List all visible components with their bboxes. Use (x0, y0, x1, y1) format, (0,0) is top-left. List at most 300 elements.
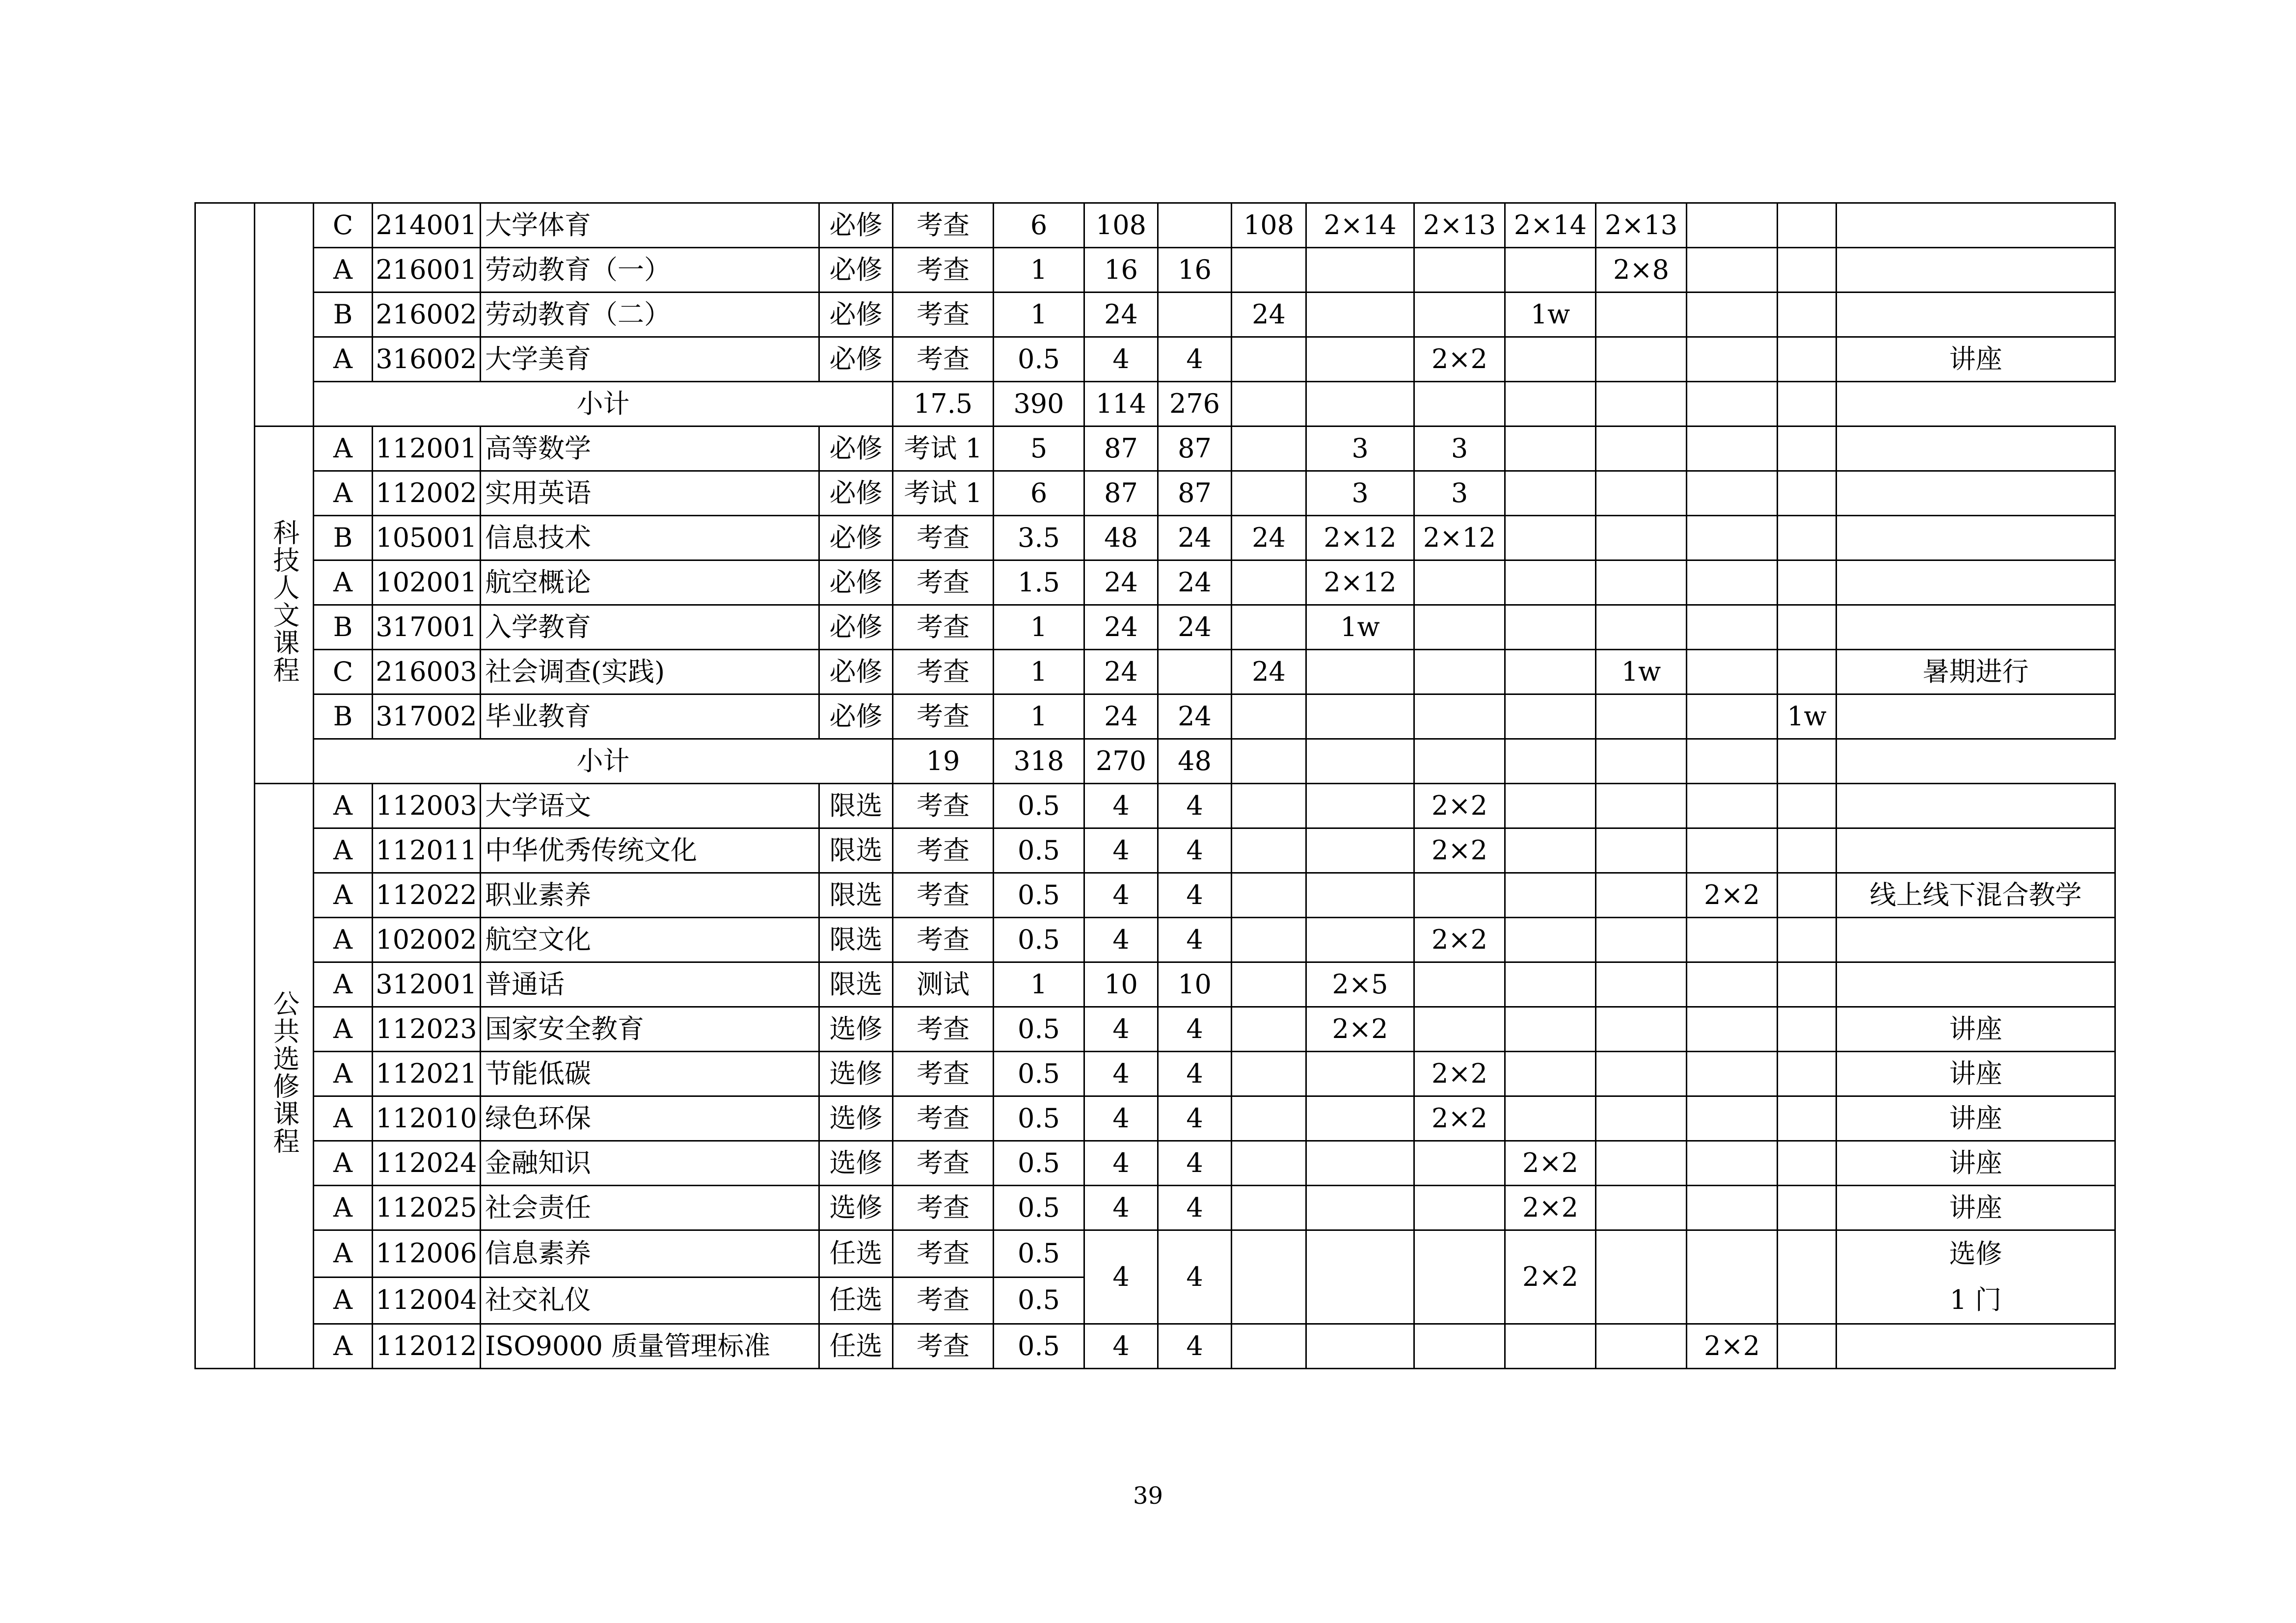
type-cell: B (314, 293, 373, 337)
subtotal-practice-cell: 276 (1158, 382, 1232, 426)
code-cell: 112002 (373, 471, 481, 516)
nature-cell: 限选 (819, 828, 893, 873)
course-name-cell: 金融知识 (481, 1141, 819, 1186)
total-hours-cell: 4 (1084, 873, 1158, 918)
semester-4-cell (1505, 739, 1596, 784)
semester-2-cell (1414, 962, 1505, 1007)
semester-4-cell: 2×13 (1596, 203, 1687, 248)
semester-3-cell (1505, 1007, 1596, 1052)
note-cell (1837, 605, 2115, 650)
course-name-cell: 职业素养 (481, 873, 819, 918)
code-cell: 316002 (373, 337, 481, 382)
semester-3-cell (1505, 248, 1596, 293)
semester-4-cell (1596, 337, 1687, 382)
semester-6-cell (1778, 784, 1837, 828)
assessment-cell: 考查 (893, 516, 994, 560)
nature-cell: 必修 (819, 605, 893, 650)
credit-cell: 1 (994, 605, 1084, 650)
semester-5-cell (1687, 962, 1778, 1007)
note-cell: 讲座 (1837, 1007, 2115, 1052)
course-name-cell: 航空文化 (481, 918, 819, 962)
semester-3-cell (1505, 694, 1596, 739)
nature-cell: 必修 (819, 337, 893, 382)
note-cell (1837, 918, 2115, 962)
semester-2-cell (1414, 1324, 1505, 1369)
note-cell: 讲座 (1837, 1141, 2115, 1186)
theory-hours-cell: 4 (1158, 784, 1232, 828)
semester-4-cell (1596, 1007, 1687, 1052)
semester-6-cell (1778, 293, 1837, 337)
nature-cell: 任选 (819, 1230, 893, 1277)
semester-4-cell (1505, 382, 1596, 426)
total-hours-cell: 4 (1084, 1052, 1158, 1096)
table-row (195, 471, 2115, 516)
total-hours-cell: 4 (1084, 918, 1158, 962)
nature-cell: 限选 (819, 918, 893, 962)
subtotal-total-cell: 318 (994, 739, 1084, 784)
semester-1-cell (1306, 293, 1414, 337)
theory-hours-cell: 4 (1158, 1141, 1232, 1186)
total-hours-cell: 87 (1084, 426, 1158, 471)
semester-1-cell (1306, 694, 1414, 739)
semester-1-cell (1306, 1230, 1414, 1324)
practice-hours-cell (1232, 1052, 1306, 1096)
theory-hours-cell (1158, 650, 1232, 694)
subtotal-credit-cell: 19 (893, 739, 994, 784)
semester-5-cell (1596, 382, 1687, 426)
semester-1-cell (1306, 650, 1414, 694)
semester-3-cell: 2×2 (1505, 1141, 1596, 1186)
theory-hours-cell: 4 (1158, 873, 1232, 918)
semester-1-cell (1306, 1324, 1414, 1369)
nature-cell: 选修 (819, 1186, 893, 1230)
semester-2-cell (1414, 694, 1505, 739)
assessment-cell: 考查 (893, 560, 994, 605)
total-hours-cell: 16 (1084, 248, 1158, 293)
semester-1-cell: 2×14 (1306, 203, 1414, 248)
semester-4-cell (1596, 1186, 1687, 1230)
subtotal-total-cell: 390 (994, 382, 1084, 426)
semester-5-cell (1687, 516, 1778, 560)
table-row (195, 426, 2115, 471)
group-label-sci-hum: 科技人文课程 (269, 519, 300, 684)
practice-hours-cell (1232, 1230, 1306, 1324)
semester-3-cell (1505, 784, 1596, 828)
semester-6-cell (1778, 471, 1837, 516)
semester-4-cell (1596, 694, 1687, 739)
semester-5-cell (1687, 828, 1778, 873)
practice-hours-cell: 24 (1232, 516, 1306, 560)
semester-5-cell (1687, 784, 1778, 828)
nature-cell: 必修 (819, 471, 893, 516)
table-row (195, 605, 2115, 650)
code-cell: 112025 (373, 1186, 481, 1230)
assessment-cell: 考查 (893, 248, 994, 293)
code-cell: 216003 (373, 650, 481, 694)
semester-6-cell (1778, 1007, 1837, 1052)
semester-2-cell: 2×2 (1414, 1052, 1505, 1096)
total-hours-cell: 108 (1084, 203, 1158, 248)
semester-5-cell (1687, 203, 1778, 248)
semester-2-cell: 3 (1414, 426, 1505, 471)
semester-3-cell (1414, 382, 1505, 426)
semester-6-cell (1778, 1230, 1837, 1324)
semester-4-cell: 2×8 (1596, 248, 1687, 293)
theory-hours-cell: 4 (1158, 1052, 1232, 1096)
note-cell (1778, 382, 1837, 426)
semester-5-cell (1687, 248, 1778, 293)
nature-cell: 必修 (819, 426, 893, 471)
practice-hours-cell (1232, 694, 1306, 739)
note-cell (1837, 1324, 2115, 1369)
practice-hours-cell: 24 (1232, 650, 1306, 694)
table-row (195, 1186, 2115, 1230)
practice-hours-cell (1232, 1007, 1306, 1052)
code-cell: 112006 (373, 1230, 481, 1277)
code-cell: 112024 (373, 1141, 481, 1186)
code-cell: 112001 (373, 426, 481, 471)
assessment-cell: 考查 (893, 1141, 994, 1186)
semester-4-cell: 1w (1596, 650, 1687, 694)
semester-5-cell (1687, 1141, 1778, 1186)
practice-hours-cell (1232, 605, 1306, 650)
semester-4-cell (1596, 962, 1687, 1007)
note-cell (1837, 293, 2115, 337)
subtotal-label-cell: 小计 (314, 739, 893, 784)
type-cell: A (314, 1141, 373, 1186)
table-row (195, 203, 2115, 248)
semester-6-cell (1778, 337, 1837, 382)
semester-4-cell (1596, 516, 1687, 560)
theory-hours-cell: 24 (1158, 560, 1232, 605)
credit-cell: 0.5 (994, 828, 1084, 873)
semester-1-cell (1306, 1096, 1414, 1141)
semester-2-cell: 2×2 (1414, 1096, 1505, 1141)
semester-5-cell (1687, 1186, 1778, 1230)
credit-cell: 0.5 (994, 1277, 1084, 1324)
course-name-cell: 劳动教育（二） (481, 293, 819, 337)
semester-5-cell (1687, 694, 1778, 739)
semester-2-cell (1414, 1186, 1505, 1230)
course-name-cell: 绿色环保 (481, 1096, 819, 1141)
assessment-cell: 考查 (893, 1052, 994, 1096)
note-cell: 讲座 (1837, 337, 2115, 382)
type-cell: A (314, 1230, 373, 1277)
nature-cell: 限选 (819, 962, 893, 1007)
table-row (195, 1141, 2115, 1186)
semester-5-cell (1687, 426, 1778, 471)
table-row (195, 1230, 2115, 1277)
semester-3-cell (1505, 962, 1596, 1007)
nature-cell: 必修 (819, 516, 893, 560)
code-cell: 214001 (373, 203, 481, 248)
course-name-cell: 社会调查(实践) (481, 650, 819, 694)
subtotal-theory-cell: 114 (1084, 382, 1158, 426)
assessment-cell: 考查 (893, 293, 994, 337)
theory-hours-cell (1158, 293, 1232, 337)
theory-hours-cell: 16 (1158, 248, 1232, 293)
semester-1-cell: 3 (1306, 471, 1414, 516)
total-hours-cell: 4 (1084, 828, 1158, 873)
assessment-cell: 考查 (893, 784, 994, 828)
course-name-cell: 实用英语 (481, 471, 819, 516)
credit-cell: 0.5 (994, 1186, 1084, 1230)
semester-3-cell (1505, 873, 1596, 918)
code-cell: 216002 (373, 293, 481, 337)
total-hours-cell: 4 (1084, 1186, 1158, 1230)
semester-3-cell (1505, 337, 1596, 382)
code-cell: 112021 (373, 1052, 481, 1096)
table-row (195, 1052, 2115, 1096)
nature-cell: 必修 (819, 293, 893, 337)
semester-4-cell (1596, 1141, 1687, 1186)
course-schedule-table (194, 202, 2116, 1369)
semester-6-cell (1778, 426, 1837, 471)
type-cell: A (314, 918, 373, 962)
total-hours-cell: 24 (1084, 293, 1158, 337)
semester-1-cell: 3 (1306, 426, 1414, 471)
theory-hours-cell: 4 (1158, 337, 1232, 382)
credit-cell: 0.5 (994, 784, 1084, 828)
subtotal-credit-cell: 17.5 (893, 382, 994, 426)
nature-cell: 选修 (819, 1007, 893, 1052)
practice-hours-cell (1232, 471, 1306, 516)
semester-6-cell (1778, 918, 1837, 962)
table-row (195, 560, 2115, 605)
course-name-cell: 信息素养 (481, 1230, 819, 1277)
semester-4-cell (1596, 784, 1687, 828)
credit-cell: 1 (994, 650, 1084, 694)
semester-4-cell (1596, 426, 1687, 471)
semester-1-cell (1306, 828, 1414, 873)
type-cell: A (314, 1052, 373, 1096)
note-cell (1837, 203, 2115, 248)
credit-cell: 0.5 (994, 873, 1084, 918)
total-hours-cell: 24 (1084, 560, 1158, 605)
course-name-cell: 高等数学 (481, 426, 819, 471)
total-hours-cell: 24 (1084, 694, 1158, 739)
total-hours-cell: 4 (1084, 1141, 1158, 1186)
total-hours-cell: 24 (1084, 605, 1158, 650)
practice-hours-cell: 24 (1232, 293, 1306, 337)
semester-5-cell (1687, 471, 1778, 516)
total-hours-cell: 4 (1084, 784, 1158, 828)
semester-5-cell (1687, 560, 1778, 605)
code-cell: 105001 (373, 516, 481, 560)
type-cell: C (314, 203, 373, 248)
semester-1-cell (1306, 873, 1414, 918)
semester-1-cell: 1w (1306, 605, 1414, 650)
semester-1-cell (1306, 918, 1414, 962)
semester-1-cell (1306, 784, 1414, 828)
semester-3-cell (1505, 1052, 1596, 1096)
course-name-cell: 社交礼仪 (481, 1277, 819, 1324)
semester-2-cell (1414, 1141, 1505, 1186)
code-cell: 102002 (373, 918, 481, 962)
code-cell: 312001 (373, 962, 481, 1007)
type-cell: A (314, 426, 373, 471)
practice-hours-cell (1232, 873, 1306, 918)
semester-5-cell (1687, 293, 1778, 337)
practice-hours-cell (1232, 1186, 1306, 1230)
total-hours-cell: 87 (1084, 471, 1158, 516)
table-row (195, 1007, 2115, 1052)
code-cell: 112004 (373, 1277, 481, 1324)
theory-hours-cell: 4 (1158, 1096, 1232, 1141)
code-cell: 112023 (373, 1007, 481, 1052)
semester-5-cell (1687, 1007, 1778, 1052)
semester-4-cell (1596, 873, 1687, 918)
theory-hours-cell: 4 (1158, 1230, 1232, 1324)
semester-2-cell: 2×13 (1414, 203, 1505, 248)
theory-hours-cell: 24 (1158, 605, 1232, 650)
semester-6-cell (1778, 1186, 1837, 1230)
semester-3-cell (1505, 918, 1596, 962)
semester-6-cell (1778, 873, 1837, 918)
nature-cell: 限选 (819, 873, 893, 918)
type-cell: B (314, 694, 373, 739)
theory-hours-cell: 87 (1158, 426, 1232, 471)
semester-6-cell (1778, 560, 1837, 605)
nature-cell: 必修 (819, 650, 893, 694)
practice-hours-cell: 108 (1232, 203, 1306, 248)
practice-hours-cell (1232, 962, 1306, 1007)
assessment-cell: 考查 (893, 337, 994, 382)
semester-2-cell: 2×2 (1414, 784, 1505, 828)
total-hours-cell: 4 (1084, 337, 1158, 382)
assessment-cell: 考查 (893, 1186, 994, 1230)
type-cell: A (314, 1186, 373, 1230)
subtotal-row (195, 739, 2115, 784)
practice-hours-cell (1232, 828, 1306, 873)
course-name-cell: 大学语文 (481, 784, 819, 828)
assessment-cell: 考查 (893, 1007, 994, 1052)
subtotal-row (195, 382, 2115, 426)
semester-2-cell (1306, 739, 1414, 784)
type-cell: A (314, 873, 373, 918)
assessment-cell: 考查 (893, 650, 994, 694)
theory-hours-cell: 4 (1158, 918, 1232, 962)
semester-1-cell (1306, 337, 1414, 382)
semester-6-cell (1778, 1052, 1837, 1096)
assessment-cell: 考查 (893, 828, 994, 873)
note-cell (1837, 784, 2115, 828)
semester-4-cell (1596, 828, 1687, 873)
credit-cell: 1 (994, 962, 1084, 1007)
theory-hours-cell: 87 (1158, 471, 1232, 516)
code-cell: 102001 (373, 560, 481, 605)
code-cell: 112010 (373, 1096, 481, 1141)
semester-1-cell: 2×5 (1306, 962, 1414, 1007)
table-row (195, 1324, 2115, 1369)
note-cell (1837, 560, 2115, 605)
credit-cell: 6 (994, 471, 1084, 516)
semester-2-cell (1414, 248, 1505, 293)
total-hours-cell: 10 (1084, 962, 1158, 1007)
practice-hours-cell (1232, 784, 1306, 828)
semester-3-cell (1505, 828, 1596, 873)
semester-2-cell (1306, 382, 1414, 426)
semester-2-cell (1414, 873, 1505, 918)
table-row (195, 1096, 2115, 1141)
note-cell (1837, 962, 2115, 1007)
course-name-cell: 毕业教育 (481, 694, 819, 739)
credit-cell: 3.5 (994, 516, 1084, 560)
semester-4-cell (1596, 560, 1687, 605)
type-cell: C (314, 650, 373, 694)
credit-cell: 6 (994, 203, 1084, 248)
code-cell: 112022 (373, 873, 481, 918)
table-row (195, 293, 2115, 337)
semester-5-cell: 2×2 (1687, 873, 1778, 918)
credit-cell: 1 (994, 694, 1084, 739)
semester-5-cell (1596, 739, 1687, 784)
credit-cell: 0.5 (994, 1141, 1084, 1186)
course-name-cell: 大学体育 (481, 203, 819, 248)
group-cell-top (255, 203, 314, 426)
type-cell: A (314, 1277, 373, 1324)
nature-cell: 必修 (819, 694, 893, 739)
semester-6-cell (1778, 828, 1837, 873)
practice-hours-cell (1232, 1324, 1306, 1369)
credit-cell: 1 (994, 248, 1084, 293)
semester-5-cell (1687, 650, 1778, 694)
credit-cell: 0.5 (994, 1324, 1084, 1369)
semester-1-cell (1306, 1052, 1414, 1096)
total-hours-cell: 4 (1084, 1230, 1158, 1324)
note-cell (1837, 516, 2115, 560)
type-cell: A (314, 337, 373, 382)
assessment-cell: 考试 1 (893, 471, 994, 516)
semester-2-cell (1414, 650, 1505, 694)
type-cell: A (314, 784, 373, 828)
table-row (195, 873, 2115, 918)
type-cell: A (314, 560, 373, 605)
group-cell-public-elective (255, 784, 314, 1369)
semester-5-cell (1687, 1052, 1778, 1096)
course-name-cell: 国家安全教育 (481, 1007, 819, 1052)
semester-2-cell: 2×2 (1414, 918, 1505, 962)
code-cell: 317002 (373, 694, 481, 739)
nature-cell: 选修 (819, 1052, 893, 1096)
table-row (195, 918, 2115, 962)
table-row (195, 694, 2115, 739)
outer-category-cell (195, 203, 255, 1369)
type-cell: A (314, 471, 373, 516)
semester-3-cell (1505, 516, 1596, 560)
semester-3-cell: 2×2 (1505, 1230, 1596, 1324)
practice-hours-cell (1232, 918, 1306, 962)
theory-hours-cell: 10 (1158, 962, 1232, 1007)
note-cell: 暑期进行 (1837, 650, 2115, 694)
assessment-cell: 考试 1 (893, 426, 994, 471)
practice-hours-cell (1232, 426, 1306, 471)
practice-hours-cell (1232, 1096, 1306, 1141)
semester-2-cell: 2×2 (1414, 337, 1505, 382)
semester-2-cell (1414, 1007, 1505, 1052)
note-cell: 讲座 (1837, 1052, 2115, 1096)
theory-hours-cell (1158, 203, 1232, 248)
note-cell (1778, 739, 1837, 784)
subtotal-label-cell: 小计 (314, 382, 893, 426)
semester-6-cell (1687, 382, 1778, 426)
semester-2-cell: 2×2 (1414, 828, 1505, 873)
note-cell: 讲座 (1837, 1096, 2115, 1141)
subtotal-theory-cell: 270 (1084, 739, 1158, 784)
type-cell: A (314, 828, 373, 873)
theory-hours-cell: 24 (1158, 694, 1232, 739)
semester-1-cell (1232, 382, 1306, 426)
